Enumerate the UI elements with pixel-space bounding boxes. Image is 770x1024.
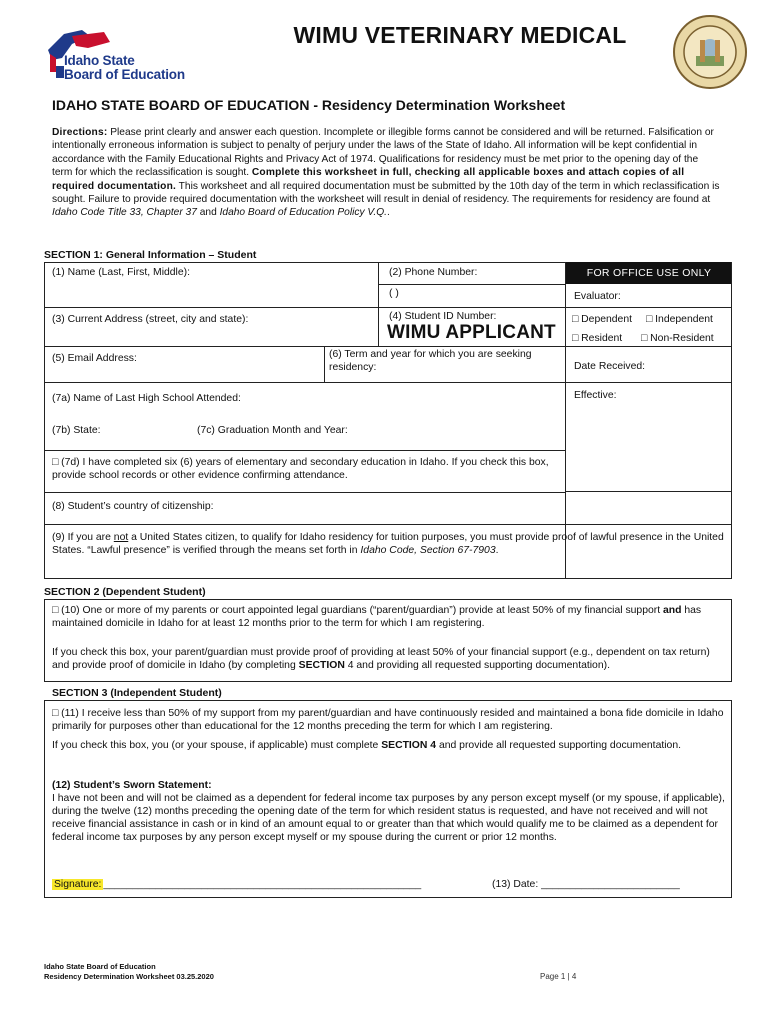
q11-checkbox[interactable]: □ (11) I receive less than 50% of my support from my parent/guardian and have continuously resided and maintained a bona fide domicile in Idaho primarily for purposes other than educational for the 12 months preceding the term for which I am registering. xyxy=(52,708,724,732)
office-use-header: FOR OFFICE USE ONLY xyxy=(566,262,732,284)
directions-label: Directions: xyxy=(52,127,108,138)
q9-not: not xyxy=(113,532,129,543)
page-title: WIMU VETERINARY MEDICAL xyxy=(293,22,627,48)
footer xyxy=(44,962,214,982)
q9-end: . xyxy=(495,545,499,556)
directions-text2: This worksheet and all required documentation must be submitted by the 10th day of the term in which reclassification is sought. Failure to provide required documentation with the worksheet will result in denial of residency. The requirements for residency are found at xyxy=(52,180,720,206)
q9-ref: Idaho Code, Section 67-7903 xyxy=(360,545,496,556)
footer-line1: Idaho State Board of Education xyxy=(44,962,156,971)
phone-label: (2) Phone Number: xyxy=(389,267,478,278)
s2-note-sec: SECTION xyxy=(298,660,345,671)
directions-ref2: Idaho Board of Education Policy V.Q. xyxy=(219,207,388,219)
address-label: (3) Current Address (street, city and state): xyxy=(52,314,249,325)
section2-title: SECTION 2 (Dependent Student) xyxy=(44,586,206,598)
date-received-label: Date Received: xyxy=(574,361,646,372)
name-label: (1) Name (Last, First, Middle): xyxy=(52,267,190,278)
state-label: (7b) State: xyxy=(52,425,101,436)
directions xyxy=(52,126,720,220)
logo-line1: Idaho State xyxy=(64,53,135,68)
idaho-state-seal-icon xyxy=(672,14,748,90)
q9-b: a United States citizen, to qualify for Idaho residency for tuition purposes, you must provide proof of lawful presence in the United States. “Lawful presence” is verified through the means set forth in xyxy=(52,532,724,556)
footer-line2: Residency Determination Worksheet 03.25.2020 xyxy=(44,972,214,981)
citizenship-label: (8) Student’s country of citizenship: xyxy=(52,501,214,512)
q10-checkbox[interactable] xyxy=(52,604,728,630)
sworn-statement-text: I have not been and will not be claimed as a dependent for federal income tax purposes by any person except myself (or my spouse, if applicable), during the twelve (12) months preceding the opening date of the term for which resident status is requested, and have not received and will not receive financial assistance in cash or in kind of an amount equal to or greater than that which would qualify me to be claimed as a dependent for federal income tax purposes by any person except myself or my spouse during the current or prior 12 months. xyxy=(52,793,725,843)
date-field[interactable]: ________________________ xyxy=(541,879,680,890)
section3-note xyxy=(52,739,728,752)
date-label: (13) Date: xyxy=(492,879,542,890)
directions-text1: Please print clearly and answer each question. Incomplete or illegible forms cannot be considered and will be returned. Falsification or intentionally erroneous information is subject to penalty of perjury under the laws of the State of Idaho. All information will be kept confidential in accordance with the Family Educational Rights and Privacy Act of 1974. Qualifications for residency must be met prior to the opening day of the term for which the reclassification is sought. xyxy=(52,127,714,179)
student-id-label: (4) Student ID Number: xyxy=(389,311,497,322)
q7d-checkbox[interactable]: □ (7d) I have completed six (6) years of elementary and secondary education in Idaho. If you check this box, provide school records or other evidence confirming attendance. xyxy=(52,457,549,481)
directions-end: . xyxy=(387,207,390,219)
signature-label: Signature: xyxy=(54,879,102,890)
graduation-label: (7c) Graduation Month and Year: xyxy=(197,425,348,436)
worksheet-title: IDAHO STATE BOARD OF EDUCATION - Residency Determination Worksheet xyxy=(52,97,566,113)
q10-and: and xyxy=(662,605,682,616)
directions-bold: Complete this worksheet in full, checking all applicable boxes and attach copies of all required documentation. xyxy=(52,167,685,192)
phone-field[interactable]: ( ) xyxy=(389,288,399,299)
date-row xyxy=(492,878,680,891)
signature-field[interactable]: _______________________________________________________ xyxy=(103,879,422,890)
logo-text xyxy=(64,54,185,82)
s2-note-b: 4 and providing all requested supporting documentation). xyxy=(344,660,610,671)
email-label: (5) Email Address: xyxy=(52,353,137,364)
term-label: (6) Term and year for which you are seeking residency: xyxy=(329,349,532,373)
effective-label: Effective: xyxy=(574,390,617,401)
q9-a: (9) If you are xyxy=(52,532,114,543)
s3-note-sec: SECTION 4 xyxy=(381,740,437,751)
s2-note-a: If you check this box, your parent/guardian must provide proof of providing at least 50% of your financial support (e.g., dependent on tax return) and provide proof of domicile in Idaho (by completing xyxy=(52,647,710,671)
resident-checkbox[interactable]: □ Resident xyxy=(572,333,623,344)
section3-title: SECTION 3 (Independent Student) xyxy=(52,687,222,699)
sworn-statement-label: (12) Student’s Sworn Statement: xyxy=(52,780,212,791)
q10-b: has maintained domicile in Idaho for at least 12 months prior to the term for which I am registering. xyxy=(52,605,702,629)
signature-row xyxy=(52,878,421,891)
student-id-value: WIMU APPLICANT xyxy=(387,322,556,343)
q10-a: □ (10) One or more of my parents or court appointed legal guardians (“parent/guardian”) provide at least 50% of my financial support xyxy=(52,605,663,616)
section2-note xyxy=(52,646,728,672)
logo-line2: Board of Education xyxy=(64,67,185,82)
high-school-label: (7a) Name of Last High School Attended: xyxy=(52,393,241,404)
dependent-checkbox[interactable]: □ Dependent xyxy=(572,314,633,325)
lawful-presence-text xyxy=(52,531,728,557)
independent-checkbox[interactable]: □ Independent xyxy=(646,314,713,325)
directions-ref1: Idaho Code Title 33, Chapter 37 xyxy=(52,207,197,219)
s3-note-b: and provide all requested supporting documentation. xyxy=(436,740,681,751)
section1-title: SECTION 1: General Information – Student xyxy=(44,249,257,261)
nonresident-checkbox[interactable]: □ Non-Resident xyxy=(641,333,714,344)
s3-note-a: If you check this box, you (or your spouse, if applicable) must complete xyxy=(52,740,382,751)
evaluator-label: Evaluator: xyxy=(574,291,621,302)
page-number: Page 1 | 4 xyxy=(540,972,577,981)
directions-and: and xyxy=(196,207,220,219)
